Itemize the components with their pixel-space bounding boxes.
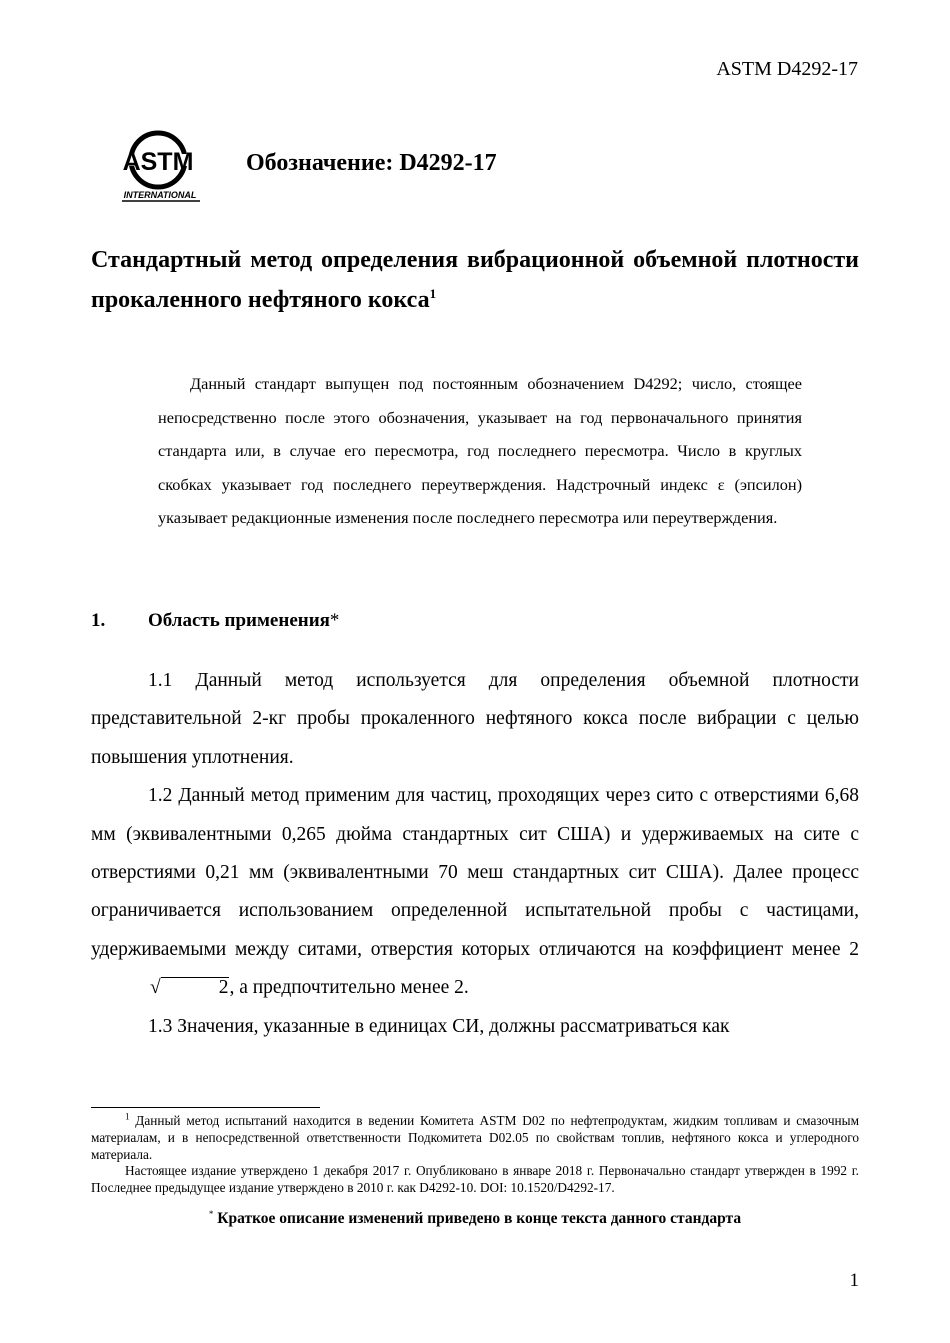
svg-text:ASTM: ASTM (122, 148, 194, 176)
paragraph-1-2-text: 1.2 Данный метод применим для частиц, проходящих через сито с отверстиями 6,68 мм (эквивалентными 0,265 дюйма стандартных сит США) и удерживаемых на сите с отверстиями 0,21 мм (эквивалентными 70 меш стандартных сит США). Далее процесс ограничивается использованием определенной испытательной пробы с частицами, удерживаемыми между ситами, отверстия которых отличаются на коэффициент менее (91, 785, 859, 960)
page-number: 1 (849, 1270, 859, 1291)
paragraph-1-2-tail: , а предпочтительно менее 2. (229, 977, 469, 999)
intro-paragraph: Данный стандарт выпущен под постоянным обозначением D4292; число, стоящее непосредственно после этого обозначения, указывает на год первоначального принятия стандарта или, в случае его пересмотра, год последнего пересмотра. Число в круглых скобках указывает год последнего переутверждения. Надстрочный индекс ε (эпсилон) указывает редакционные изменения после последнего пересмотра или переутверждения. (158, 374, 802, 528)
sqrt-coefficient: 2 (849, 938, 859, 960)
section-title: Область применения (148, 610, 330, 631)
section-body (91, 662, 859, 1046)
paragraph-1-1: 1.1 Данный метод используется для определения объемной плотности представительной 2-кг пробы прокаленного нефтяного кокса после вибрации с целью повышения уплотнения. (91, 670, 859, 768)
title-text: Стандартный метод определения вибрационной объемной плотности прокаленного нефтяного кокса (91, 247, 859, 313)
summary-mark: * (208, 1208, 214, 1219)
section-number: 1. (91, 610, 106, 631)
svg-text:INTERNATIONAL: INTERNATIONAL (123, 190, 197, 200)
section-mark: * (329, 610, 340, 631)
document-code-header: ASTM D4292-17 (716, 58, 858, 80)
paragraph-1-3: 1.3 Значения, указанные в единицах СИ, должны рассматриваться как (148, 1015, 730, 1037)
footnote-1-mark: 1 (125, 1111, 130, 1122)
footnote-approval: Настоящее издание утверждено 1 декабря 2017 г. Опубликовано в январе 2018 г. Первоначально стандарт утвержден в 1992 г. Последнее предыдущее издание утверждено в 2010 г. как D4292-10. DOI: 10.1520/D4292-17. (91, 1163, 859, 1196)
title-footnote-ref: 1 (429, 286, 437, 301)
section-heading (148, 610, 339, 632)
sqrt-expression: √ 2 (150, 977, 229, 999)
footnotes (91, 1113, 859, 1197)
changes-summary-note (0, 1210, 950, 1228)
footnote-1 (91, 1113, 859, 1163)
summary-text: Краткое описание изменений приведено в конце текста данного стандарта (213, 1210, 742, 1227)
astm-international-logo (118, 130, 202, 204)
designation-heading: Обозначение: D4292-17 (246, 150, 497, 176)
document-title (91, 240, 859, 320)
sqrt-radicand: 2 (161, 977, 230, 998)
footnote-1-text: Данный метод испытаний находится в ведении Комитета ASTM D02 по нефтепродуктам, жидким топливам и смазочным материалам, и в непосредственной ответственности Подкомитета D02.05 по свойствам топлив, нефтяного кокса и углеродного материала. (91, 1113, 859, 1162)
footnote-separator (91, 1107, 320, 1108)
paragraph-1-2 (91, 777, 859, 1007)
